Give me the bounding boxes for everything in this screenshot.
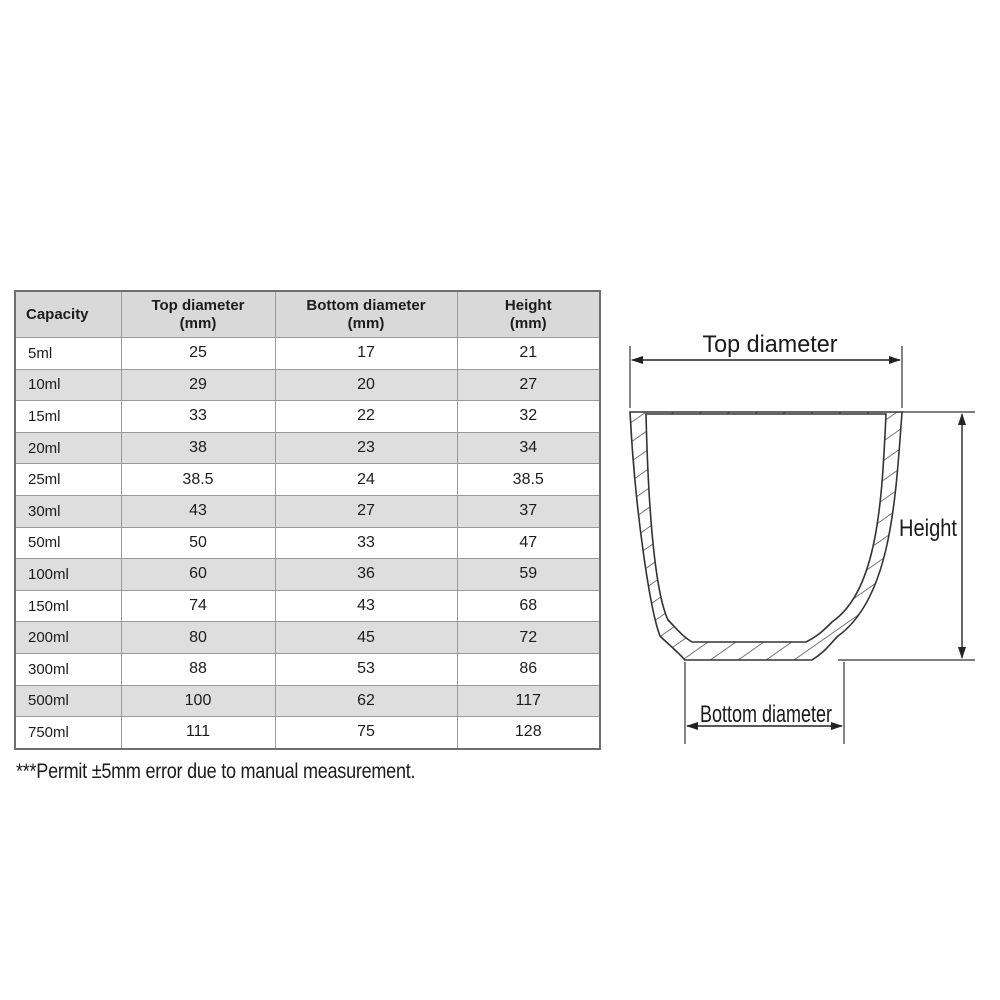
top-diameter-dimension	[630, 331, 902, 408]
cell-capacity: 200ml	[15, 622, 121, 654]
cell-top-diameter: 33	[121, 401, 275, 433]
cell-top-diameter: 80	[121, 622, 275, 654]
crucible-diagram	[610, 300, 995, 760]
cell-capacity: 20ml	[15, 432, 121, 464]
cell-height: 72	[457, 622, 600, 654]
cell-bottom-diameter: 62	[275, 685, 457, 717]
cell-bottom-diameter: 23	[275, 432, 457, 464]
header-top-diameter: Top diameter (mm)	[121, 291, 275, 338]
cell-capacity: 25ml	[15, 464, 121, 496]
cell-height: 21	[457, 338, 600, 370]
table-row	[15, 464, 600, 496]
cell-capacity: 100ml	[15, 559, 121, 591]
cell-capacity: 500ml	[15, 685, 121, 717]
cell-bottom-diameter: 27	[275, 495, 457, 527]
cell-capacity: 150ml	[15, 590, 121, 622]
cell-height: 27	[457, 369, 600, 401]
cell-top-diameter: 50	[121, 527, 275, 559]
cell-height: 38.5	[457, 464, 600, 496]
header-capacity: Capacity	[15, 291, 121, 338]
cell-bottom-diameter: 22	[275, 401, 457, 433]
cell-bottom-diameter: 17	[275, 338, 457, 370]
table-row	[15, 590, 600, 622]
cell-top-diameter: 29	[121, 369, 275, 401]
table-row	[15, 717, 600, 749]
table-row	[15, 432, 600, 464]
table-header-row	[15, 291, 600, 338]
height-label: Height	[899, 515, 958, 542]
crucible-wall	[630, 412, 902, 660]
cell-top-diameter: 43	[121, 495, 275, 527]
top-diameter-label: Top diameter	[702, 331, 838, 358]
cell-height: 128	[457, 717, 600, 749]
cell-height: 59	[457, 559, 600, 591]
cell-top-diameter: 38	[121, 432, 275, 464]
bottom-diameter-label: Bottom diameter	[700, 701, 833, 728]
cell-bottom-diameter: 45	[275, 622, 457, 654]
cell-height: 86	[457, 653, 600, 685]
cell-top-diameter: 25	[121, 338, 275, 370]
table-row	[15, 401, 600, 433]
cell-capacity: 750ml	[15, 717, 121, 749]
size-table	[14, 290, 601, 750]
cell-bottom-diameter: 24	[275, 464, 457, 496]
table-row	[15, 622, 600, 654]
cell-height: 47	[457, 527, 600, 559]
table-body	[15, 338, 600, 749]
cell-bottom-diameter: 36	[275, 559, 457, 591]
cell-height: 32	[457, 401, 600, 433]
cell-height: 34	[457, 432, 600, 464]
cell-capacity: 50ml	[15, 527, 121, 559]
cell-bottom-diameter: 75	[275, 717, 457, 749]
cell-top-diameter: 88	[121, 653, 275, 685]
table-row	[15, 559, 600, 591]
table-row	[15, 338, 600, 370]
bottom-diameter-dimension	[685, 662, 844, 744]
cell-bottom-diameter: 33	[275, 527, 457, 559]
cell-top-diameter: 74	[121, 590, 275, 622]
cell-bottom-diameter: 53	[275, 653, 457, 685]
cell-height: 37	[457, 495, 600, 527]
measurement-note: ***Permit ±5mm error due to manual measurement.	[16, 760, 416, 783]
cell-top-diameter: 60	[121, 559, 275, 591]
table-row	[15, 369, 600, 401]
table-row	[15, 653, 600, 685]
header-height: Height (mm)	[457, 291, 600, 338]
cell-top-diameter: 111	[121, 717, 275, 749]
cell-bottom-diameter: 20	[275, 369, 457, 401]
cell-bottom-diameter: 43	[275, 590, 457, 622]
cell-capacity: 30ml	[15, 495, 121, 527]
cell-capacity: 5ml	[15, 338, 121, 370]
cell-capacity: 10ml	[15, 369, 121, 401]
table-row	[15, 527, 600, 559]
cell-height: 117	[457, 685, 600, 717]
cell-capacity: 300ml	[15, 653, 121, 685]
cell-top-diameter: 100	[121, 685, 275, 717]
cell-top-diameter: 38.5	[121, 464, 275, 496]
cell-capacity: 15ml	[15, 401, 121, 433]
header-bottom-diameter: Bottom diameter (mm)	[275, 291, 457, 338]
cell-height: 68	[457, 590, 600, 622]
table-row	[15, 685, 600, 717]
table-row	[15, 495, 600, 527]
